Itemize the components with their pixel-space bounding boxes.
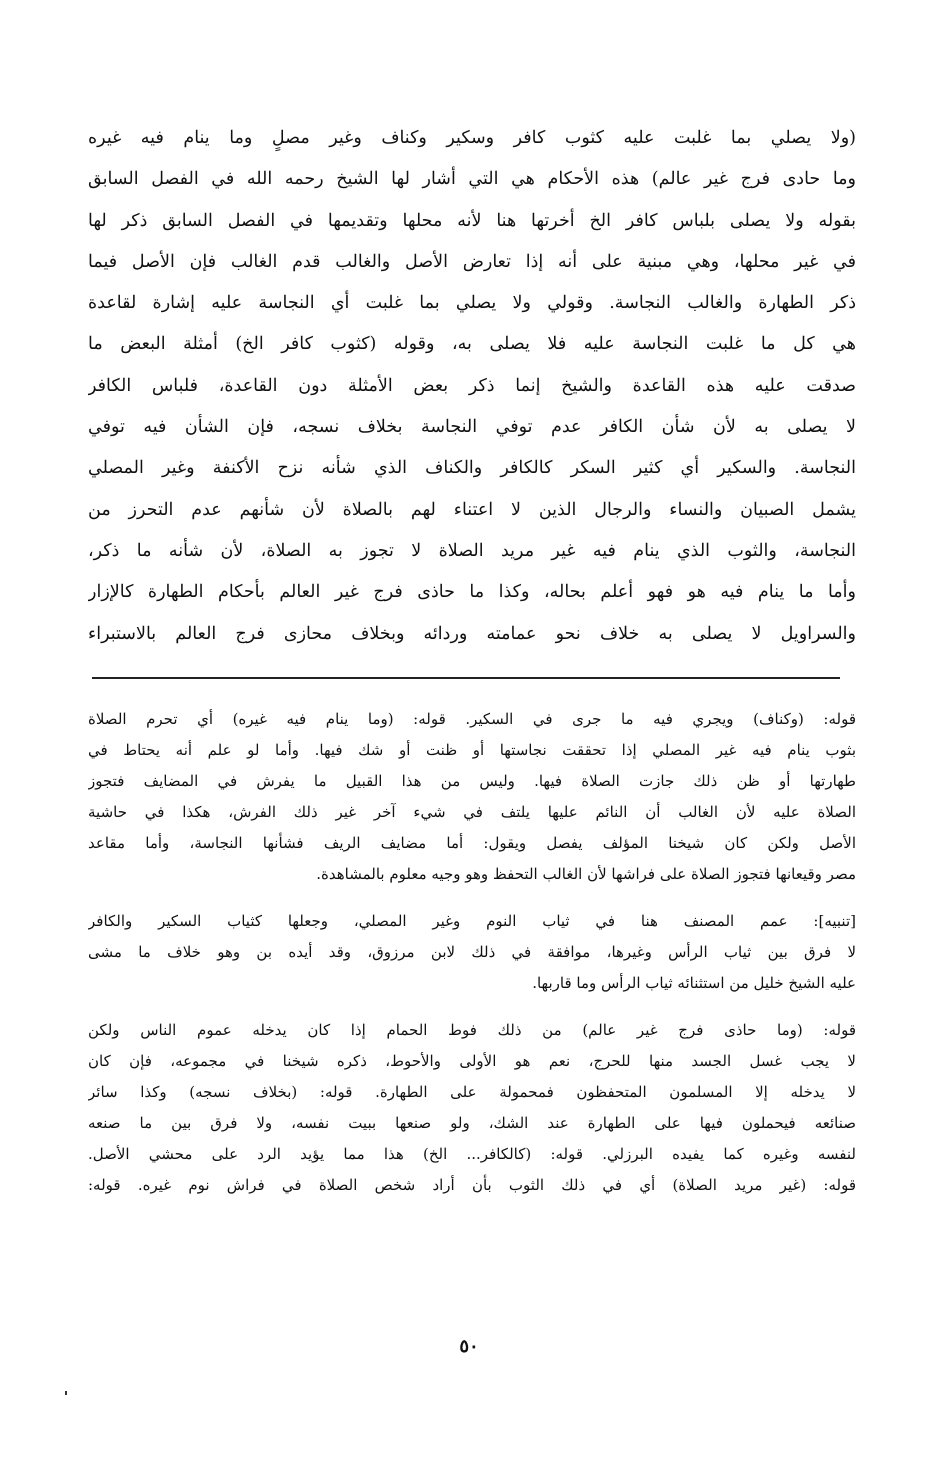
scan-speck <box>65 1391 67 1395</box>
footnote-line: قوله: (وكناف) ويجري فيه ما جرى في السكير. قوله: (وما ينام فيه غيره) أي تحرم الصلاة <box>88 710 856 728</box>
main-text-line: والسراويل لا يصلى به خلاف نحو عمامته وردائه وبخلاف محازى فرج العالم بالاستبراء <box>88 623 856 644</box>
footnote-line: لا فرق بين ثياب الرأس وغيرها، موافقة في ذلك لابن مرزوق، وقد أيده بن وهو خلاف ما مشى <box>88 943 856 961</box>
main-text-line: في غير محلها، وهي مبنية على أنه إذا تعارض الأصل والغالب قدم الغالب فإن الأصل فيما <box>88 251 856 272</box>
footnote-line: [تنبيه]: عمم المصنف هنا في ثياب النوم وغير المصلي، وجعلها كثياب السكير والكافر <box>88 912 856 930</box>
main-text-line: هي كل ما غلبت النجاسة عليه فلا يصلى به، وقوله (كثوب كافر الخ) أمثلة البعض ما <box>88 334 856 355</box>
main-text-block <box>88 118 856 655</box>
page-number: ٥٠ <box>459 1336 479 1357</box>
footnote-line: صنائعه فيحملون فيها على الطهارة عند الشك، ولو صنعها ببيت نفسه، ولا فرق بين ما صنعه <box>88 1114 856 1132</box>
footnote-paragraph <box>88 1015 856 1201</box>
main-text-line: ذكر الطهارة والغالب النجاسة. وقولي ولا يصلي بما غلبت أي النجاسة عليه إشارة لقاعدة <box>88 293 856 314</box>
main-text-line: صدقت عليه هذه القاعدة والشيخ إنما ذكر بعض الأمثلة دون القاعدة، فلباس الكافر <box>88 375 856 396</box>
main-text-line: النجاسة، والثوب الذي ينام فيه غير مريد الصلاة لا تجوز به الصلاة، لأن شأنه ما ذكر، <box>88 540 856 561</box>
main-text-line: يشمل الصبيان والنساء والرجال الذين لا اعتناء لهم بالصلاة لأن شأنهم عدم التحرز من <box>88 499 856 520</box>
main-text-line: وما حادى فرج غير عالم) هذه الأحكام هي التي أشار لها الشيخ رحمه الله في الفصل السابق <box>88 169 856 190</box>
main-text-line: لا يصلى به لأن شأن الكافر عدم توفي النجاسة بخلاف نسجه، فإن الشأن فيه توفي <box>88 417 856 438</box>
footnote-line: لنفسه وغيره كما يفيده البرزلي. قوله: (كالكافر... الخ) هذا مما يؤيد الرد على محشي الأصل. <box>88 1145 856 1163</box>
main-text-line: (ولا يصلي بما غلبت عليه كثوب كافر وسكير وكناف وغير مصلٍ وما ينام فيه غيره <box>88 128 856 148</box>
footnote-line: لا يدخله إلا المسلمون المتحفظون فمحمولة على الطهارة. قوله: (بخلاف نسجه) وكذا سائر <box>88 1083 856 1101</box>
footnote-line: الأصل ولكن كان شيخنا المؤلف يفصل ويقول: أما مضايف الريف فشأنها النجاسة، وأما مقاعد <box>88 834 856 852</box>
footnote-line: قوله: (وما حاذى فرج غير عالم) من ذلك فوط الحمام إذا كان يدخله عموم الناس ولكن <box>88 1021 856 1039</box>
main-text-line: النجاسة. والسكير أي كثير السكر كالكافر والكناف الذي شأنه نزح الأكنفة وغير المصلي <box>88 458 856 479</box>
footnote-line: بثوب ينام فيه غير المصلي إذا تحققت نجاستها أو ظنت أو شك فيها. وأما لو علم أنه يحتاط في <box>88 741 856 759</box>
footnote-divider <box>92 677 840 679</box>
footnote-line: لا يجب غسل الجسد منها للحرج، نعم هو الأولى والأحوط، ذكره شيخنا في مجموعه، فإن كان <box>88 1052 856 1070</box>
footnote-paragraph <box>88 704 856 890</box>
footnotes-block <box>88 704 856 1213</box>
footnote-line: مصر وقيعانها فتجوز الصلاة على فراشها لأن الغالب التحفظ وهو وجيه معلوم بالمشاهدة. <box>316 865 856 883</box>
footnote-line: الصلاة عليه لأن الغالب أن النائم عليها يلتف في شيء آخر غير ذلك الفرش، هكذا في حاشية <box>88 803 856 821</box>
main-text-line: بقوله ولا يصلى بلباس كافر الخ أخرتها هنا لأنه محلها وتقديمها في الفصل السابق ذكر لها <box>88 210 856 231</box>
footnote-line: قوله: (غير مريد الصلاة) أي في ذلك الثوب بأن أراد شخص الصلاة في فراش نوم غيره. قوله: <box>88 1176 856 1194</box>
footnote-paragraph <box>88 906 856 999</box>
main-text-line: وأما ما ينام فيه هو فهو أعلم بحاله، وكذا ما حاذى فرج غير العالم بأحكام الطهارة كالإزار <box>88 582 856 603</box>
footnote-line: عليه الشيخ خليل من استثنائه ثياب الرأس وما قاربها. <box>532 974 856 992</box>
footnote-line: طهارتها أو ظن ذلك جازت الصلاة فيها. وليس من هذا القبيل ما يفرش في المضايف فتجوز <box>88 772 856 790</box>
